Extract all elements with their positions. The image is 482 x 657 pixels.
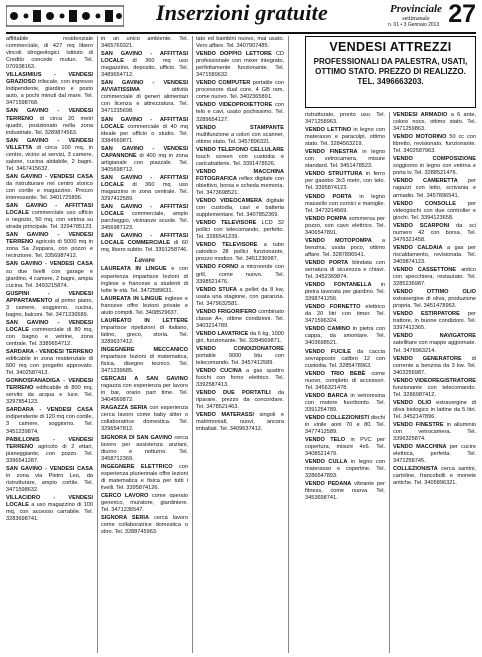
classified-ad xyxy=(393,112,476,133)
classified-ad xyxy=(196,147,284,168)
ad-text: in zona via Pietro Leo, da ristrutturare, ampio cortile. Tel. 3471598632. xyxy=(6,472,93,493)
featured-ad-title: VENDESI ATTREZZI xyxy=(329,40,452,54)
ad-text: a pellet da 8 kw, usata una stagione, con garanzia. Tel. 3479632581. xyxy=(196,286,284,307)
ad-headline: VENDO VIDEOREGISTRATORE xyxy=(393,377,476,384)
header-rule xyxy=(6,32,476,34)
ad-text: commerciale di 40 mq ideale per ufficio o studio. Tel. 3384569871. xyxy=(101,123,188,144)
classified-ad xyxy=(196,80,284,101)
ad-headline: VENDO VIDEOCAMERA xyxy=(196,198,263,205)
classified-ad xyxy=(196,51,284,79)
ad-text: touch screen con custodia e caricabatterie. Tel. 3391478526. xyxy=(196,153,284,167)
ad-text: da ristrutturare nel centro storico con cortile e magazzino. Prezzo interessante. Tel. 3401725896. xyxy=(6,180,93,202)
classified-ad xyxy=(393,156,476,177)
ad-text: singoli e matrimoniali, nuovi, ancora imballati. Tel. 3409637412. xyxy=(196,412,284,433)
classified-ad xyxy=(101,204,188,232)
ad-headline: SAN GAVINO - AFFITTASI LOCALE xyxy=(101,116,188,130)
ad-text: a uso magazzino di 100 mq, con accesso carrabile. Tel. 3283698741. xyxy=(6,502,93,523)
ad-text: a gas quattro fuochi con forno elettrico. Tel. 3392587413. xyxy=(196,368,284,389)
ad-headline: SAN GAVINO - AFFITTASI LOCALE xyxy=(101,204,188,218)
ad-text: in legno con vetrocamera, misure standard. Tel. 3451478523. xyxy=(305,149,385,170)
ad-headline: VENDO LAVATRICE xyxy=(196,330,249,337)
ad-headline: LAUREATO IN LETTERE xyxy=(101,317,188,324)
ad-text: agricolo di 5000 mq in zona Sa Zeppara, con pozzo e recinzione. Tel. 3356987412. xyxy=(6,239,93,260)
ad-text: di 60 mq, libero subito. Tel. 3391258746. xyxy=(101,240,188,254)
ad-headline: VENDO OTTIMO OLIO xyxy=(393,289,476,296)
classified-ad xyxy=(393,400,476,421)
ad-text: vibrante per fitness, come nuova. Tel. 3453698741. xyxy=(305,481,385,502)
classified-ad xyxy=(305,194,385,215)
classified-ad xyxy=(101,296,188,317)
ad-text: in ferro per gazebo 3x3 metri, con telo. Tel. 3395874123. xyxy=(305,171,385,192)
ad-headline: LAUREATA IN LINGUE xyxy=(101,295,163,302)
ad-text: a microonde con grill, come nuovo. Tel. 3398521476. xyxy=(196,264,284,285)
ad-headline: VENDO COMPOSIZIONE xyxy=(393,156,476,163)
classified-ad xyxy=(196,368,284,389)
classified-ad xyxy=(305,415,385,436)
classified-ad xyxy=(393,267,476,288)
ad-headline: SAN GAVINO - VENDESI CASA xyxy=(6,261,93,268)
ad-headline: VENDO PEDANA xyxy=(305,481,352,488)
ad-headline: VENDO TELEVISORE xyxy=(196,242,258,249)
ad-headline: VENDO TELEFONO CELLULARE xyxy=(196,146,284,153)
ad-text: satellitare con mappe aggiornate. Tel. 3478963214. xyxy=(393,340,476,354)
ad-text: di 360 mq uso magazzino in zona centrale. Tel. 3297412589. xyxy=(101,181,188,203)
classified-ad xyxy=(196,331,284,345)
ad-headline: SAN GAVINO - VENDESI CASA xyxy=(6,173,93,180)
classified-ad xyxy=(393,201,476,222)
ad-text: LCD 32 pollici con telecomando, perfetto. Tel. 3286541239. xyxy=(196,220,284,241)
column-divider xyxy=(192,36,193,653)
ad-headline: RAGAZZA SERIA xyxy=(101,405,148,412)
classified-ad xyxy=(305,171,385,192)
classified-ad xyxy=(101,515,188,536)
classified-ad xyxy=(6,437,93,465)
classified-ad xyxy=(393,134,476,155)
page-number: 27 xyxy=(448,0,476,28)
ad-headline: VENDO COMPUTER xyxy=(196,80,251,87)
ad-text: attività commerciale di generi alimentari con licenza e attrezzatura. Tel. 3471235698. xyxy=(101,87,188,115)
classified-ad xyxy=(6,138,93,173)
ad-text: da 6 kg, 1000 giri, funzionante. Tel. 3284569871. xyxy=(196,330,284,344)
ad-text: di circa 100 mq, in centro, vicino ai servizi, 3 camere, salone, cucina abitabile, 2 bagni. Tel. 3467415632. xyxy=(6,144,93,172)
ad-headline: VENDO DUE PORTATILI xyxy=(196,390,271,397)
ad-text: sommersa per pozzo, con cavo elettrico. Tel. 3406547891. xyxy=(305,215,385,236)
classified-ad xyxy=(196,390,284,411)
ad-headline: VENDO LETTINO xyxy=(305,127,352,134)
classified-ad xyxy=(101,175,188,203)
classified-ad xyxy=(6,174,93,202)
classified-ad xyxy=(393,356,476,377)
ad-text: trilocale, con ingresso indipendente, giardino e posto auto, a pochi minuti dal mare. Tel. 3471598768. xyxy=(6,79,93,107)
classified-ad xyxy=(305,216,385,237)
classifieds-column-1 xyxy=(6,36,93,653)
ad-text: di circa 20 metri quadri, posizionato nella zona industriale. Tel. 3289874563. xyxy=(6,115,93,136)
ad-headline: SAN GAVINO - VENDESI CAPANNONE xyxy=(101,145,188,159)
ad-text: come operaio generico, muratore, giardiniere. Tel. 3471236547. xyxy=(101,492,188,513)
classifieds-column-3 xyxy=(196,36,284,653)
classified-ad xyxy=(393,466,476,487)
ad-text: impartisce ripetizioni di italiano, latino, greco, storia. Tel. 3289637412. xyxy=(101,324,188,345)
column-divider xyxy=(288,36,289,653)
classified-ad xyxy=(196,242,284,263)
ad-headline: VENDO DOPPIO LETTORE xyxy=(196,51,272,58)
ad-headline: SAN GAVINO - AFFITTASI LOCALE xyxy=(6,203,93,217)
ad-headline: SAN GAVINO - VENDESI LOCALE xyxy=(6,319,93,333)
ad-headline: VENDO CAMERETTA xyxy=(393,178,458,185)
newspaper-brand xyxy=(390,4,442,24)
classified-ad xyxy=(6,349,93,377)
ad-text: con esperienza cerca lavoro come baby sitter o collaboratrice domestica. Tel. 3296547812. xyxy=(101,405,188,433)
classified-ad xyxy=(196,412,284,433)
classified-ad xyxy=(305,304,385,325)
ad-text: extravergine di oliva biologico in lattine da 5 litri. Tel. 3452147896. xyxy=(393,399,476,420)
ad-headline: SAN GAVINO - VENDESI TERRENO xyxy=(6,108,93,122)
ad-headline: VENDO SCARPONI xyxy=(393,222,450,229)
classified-ad xyxy=(101,376,188,404)
ad-text: in un unico ambiente. Tel. 3465769321. xyxy=(101,36,188,50)
ad-headline: VENDO OLIO xyxy=(393,399,432,406)
classified-ad xyxy=(393,378,476,399)
classified-ad xyxy=(101,405,188,433)
classified-ad xyxy=(6,108,93,136)
ad-headline: VENDO CONSOLLE xyxy=(393,200,456,207)
classified-ad xyxy=(6,466,93,494)
ad-text: edificabile in zona residenziale di 600 mq con progetto approvato. Tel. 3402587413. xyxy=(6,356,93,377)
ad-headline: PABILLONIS - VENDESI TERRENO xyxy=(6,436,93,450)
ad-headline: VENDO MACCHINA xyxy=(393,444,447,451)
ad-text: e con esperienza impartisce lezioni di inglese e francese a studenti di tutte le età. Tel. 3472589631. xyxy=(101,266,188,294)
classified-ad xyxy=(6,36,93,71)
ad-headline: SAN GAVINO - VENDESI VILLETTA xyxy=(6,137,93,151)
classified-ad xyxy=(101,51,188,79)
ad-text: da caccia sovrapposto calibro 12 con custodia. Tel. 3285478963. xyxy=(305,348,385,369)
ad-headline: VILLACIDRO - VENDESI LOCALE xyxy=(6,494,93,508)
ad-text: per trattore, in buone condizioni. Tel. 3397412365. xyxy=(393,311,476,332)
column-divider xyxy=(97,36,98,653)
ad-headline: VENDO FORNO xyxy=(196,264,239,271)
classified-ad xyxy=(101,146,188,174)
ad-headline: GUSPINI - VENDESI APPARTAMENTO xyxy=(6,290,93,304)
classified-ad xyxy=(196,220,284,241)
issue-info: n. 01 • 3 Gennaio 2013 xyxy=(388,22,440,28)
ad-text: a gas per riscaldamento, revisionata. Tel. 3409874123. xyxy=(393,244,476,265)
classified-ad xyxy=(305,481,385,502)
ad-headline: VENDO TELO xyxy=(305,437,346,444)
ad-text: di 400 mq in zona artigianale con piazzale. Tel. 3405698712. xyxy=(101,152,188,173)
ad-text: impartisce lezioni di matematica, fisica, disegno tecnico. Tel. 3471239685. xyxy=(101,354,188,375)
classified-ad xyxy=(393,444,476,465)
classified-ad xyxy=(196,287,284,308)
classified-ad xyxy=(6,407,93,435)
ad-text: con esperienza pluriennale offre lezioni di matematica e fisica per tutti i livelli. Tel. 3395874126. xyxy=(101,463,188,491)
ad-headline: VILLASIMIUS - VENDESI GRAZIOSO xyxy=(6,72,93,86)
ad-text: cerca santini, cartoline, francobolli e monete antiche. Tel. 3405896321. xyxy=(393,466,476,487)
ad-headline: VENDO MOTORINO xyxy=(393,134,447,141)
classified-ad xyxy=(101,464,188,492)
ad-headline: CERCO LAVORO xyxy=(101,492,149,499)
ad-text: CD professionale con mixer integrato, perfettamente funzionante. Tel. 3471589632. xyxy=(196,51,284,79)
ad-headline: SAN GAVINO - AFFITTASI LOCALE COMMERCIALE xyxy=(101,233,188,247)
classified-ad xyxy=(305,459,385,480)
ad-text: come nuovo, completo di accessori. Tel. 3456321478. xyxy=(305,370,385,391)
ad-headline: SAN GAVINO - VENDESI AVVIATISSIMA xyxy=(101,80,188,94)
classified-ad xyxy=(101,347,188,375)
ad-text: a tubo catodico 28 pollici funzionante, prezzo modico. Tel. 3451236987. xyxy=(196,242,284,263)
ad-headline: SAN GAVINO - AFFITTASI LOCALE xyxy=(101,51,188,65)
classified-ad xyxy=(305,282,385,303)
brand-subtitle: settimanale xyxy=(402,16,430,22)
classified-ad xyxy=(393,311,476,332)
classified-ad xyxy=(305,260,385,281)
classified-ad xyxy=(6,261,93,289)
ad-headline: VENDO STRUTTURA xyxy=(305,171,363,178)
ad-headline: SIGNORA DI SAN GAVINO xyxy=(101,434,173,441)
ad-text: inglese e francese offre lezioni private e aiuto compiti. Tel. 3408529637. xyxy=(101,295,188,316)
ad-text: portatile 9000 btu con telecomando. Tel. 3457412589. xyxy=(196,353,284,367)
classified-ad xyxy=(6,378,93,406)
ad-text: combinato classe A+, ottime condizioni. Tel. 3403214789. xyxy=(196,308,284,329)
pattern-banner-icon xyxy=(6,4,124,28)
ad-headline: VENDO ESTIRPATORE xyxy=(393,311,460,318)
classified-ad xyxy=(393,289,476,310)
ad-text: commerciale uso ufficio o negozio, 50 mq, con vetrina su strada principale. Tel. 3294785123. xyxy=(6,210,93,231)
ad-headline: VENDO MOTOPOMPA xyxy=(305,237,372,244)
classified-ad xyxy=(393,333,476,354)
ad-text: a 6 ante, colore noce, ottimo stato. Tel. 3471259863. xyxy=(393,112,476,133)
ad-headline: VENDO STAMPANTE xyxy=(196,124,284,131)
classified-ad xyxy=(6,72,93,107)
ad-text: agricolo di 2 ettari, pianeggiante, con pozzo. Tel. 3396541287. xyxy=(6,443,93,464)
classified-ad xyxy=(196,346,284,367)
ad-text: 50 cc con libretto, revisionato, funzionante. Tel. 3402587963. xyxy=(393,134,476,155)
ad-text: commerciale di 80 mq, con bagno e vetrine, zona centrale. Tel. 3389654712. xyxy=(6,326,93,347)
ad-headline: SAN GAVINO - AFFITTASI LOCALE xyxy=(101,174,188,188)
ad-headline: SARDARA - VENDESI CASA xyxy=(6,407,93,414)
classified-ad xyxy=(393,178,476,199)
ad-headline: VENDESI ARMADIO xyxy=(393,112,448,118)
classified-ad xyxy=(6,320,93,348)
classified-ad xyxy=(101,318,188,346)
ad-text: di corrente a benzina da 3 kw. Tel. 3403256987. xyxy=(393,355,476,376)
ad-headline: VENDO FONTANELLA xyxy=(305,282,372,289)
classified-ad xyxy=(101,233,188,254)
ad-text: indipendente di 120 mq con cortile, 3 camere, soggiorno. Tel. 3451239874. xyxy=(6,414,93,435)
classified-ad xyxy=(196,102,284,123)
ad-text: per videogiochi con due controller e giochi. Tel. 3394123658. xyxy=(393,200,476,221)
ad-headline: VENDO MACCHINA FOTOGRAFICA xyxy=(196,168,284,182)
ad-text: affittabile residenziale commerciale, di 427 mq libero vincoli idrogeologici. Istituto di Credito concede mutuo. Tel. 070938163. xyxy=(6,36,93,71)
ad-headline: SIGNORA SERIA xyxy=(101,515,150,522)
classified-ad xyxy=(101,36,188,50)
ad-text: per cucire elettrica, perfetta. Tel. 3471258745. xyxy=(393,444,476,465)
ad-headline: VENDO TELEVISORE xyxy=(196,220,257,227)
classified-ad xyxy=(101,493,188,514)
ad-text: cerca lavoro per assistenza anziani, diurno e notturno. Tel. 3458712369. xyxy=(101,434,188,462)
classified-ad xyxy=(6,291,93,319)
classified-ad xyxy=(196,309,284,330)
page-header xyxy=(6,2,476,32)
ad-headline: VENDO PORTA xyxy=(305,259,349,266)
classified-ad xyxy=(305,149,385,170)
ad-text: in legno con materasso e paracolpi, ottimo stato. Tel. 3284563219. xyxy=(305,127,385,148)
classified-ad xyxy=(393,422,476,443)
ad-text: antico con specchiera, restaurato. Tel. 3285236987. xyxy=(393,266,476,288)
ad-headline: VENDO FRIGORIFERO xyxy=(196,308,257,315)
ad-text: per ragazzi con letto, scrivania e armadio. Tel. 3457896541. xyxy=(393,178,476,199)
ad-headline: SAN GAVINO - VENDESI CASA xyxy=(6,465,93,472)
ad-headline: VENDO FUCILE xyxy=(305,348,352,355)
ad-text: in legno con materasso e copertine. Tel. 3286547893. xyxy=(305,459,385,480)
column-divider xyxy=(389,112,390,653)
classified-ad xyxy=(6,203,93,231)
ad-headline: VENDO FINESTRE xyxy=(393,421,444,428)
classifieds-column-4 xyxy=(305,112,385,653)
ad-text: dischi in vinile anni 70 e 80. Tel. 3477412589. xyxy=(305,414,385,436)
ad-text: a benzina, usata poco, ottimo affare. Tel. 3287896541. xyxy=(305,237,385,258)
classified-ad xyxy=(196,198,284,219)
ad-headline: INGEGNERE MECCANICO xyxy=(101,346,188,353)
classified-ad xyxy=(196,125,284,146)
category-heading: Lavoro xyxy=(134,256,155,265)
classified-ad xyxy=(6,232,93,260)
ad-text: in alluminio con vetrocamera. Tel. 3396325874. xyxy=(393,421,476,443)
ad-headline: SARDARA - VENDESI TERRENO xyxy=(6,349,93,356)
classified-ad xyxy=(305,326,385,347)
ad-text: extravergine di oliva, produzione propria. Tel. 3451478963. xyxy=(393,296,476,310)
classified-ad xyxy=(6,495,93,523)
classified-ad xyxy=(305,238,385,259)
ad-text: in vetroresina con motore fuoribordo. Tel. 3391254789. xyxy=(305,392,385,413)
ad-text: in pietra con cappa, da smontare. Tel. 3403698521. xyxy=(305,326,385,347)
classified-ad xyxy=(305,112,385,126)
classified-ad xyxy=(101,117,188,145)
ad-headline: VENDO CULLA xyxy=(305,459,348,466)
featured-ad-box xyxy=(305,36,476,108)
ad-text: da sci numero 42 con borsa. Tel. 3476321458. xyxy=(393,222,476,243)
ad-text: ragazza con esperienza per lavoro in bar, orario part time. Tel. 3404569872. xyxy=(101,383,188,404)
ad-headline: VENDO CASSETTONE xyxy=(393,266,457,273)
ad-headline: LAUREATA IN LINGUE xyxy=(101,266,167,273)
classified-ad xyxy=(196,36,284,50)
ad-headline: COLLEZIONISTA xyxy=(393,466,438,473)
ad-headline: VENDO CALDAIA xyxy=(393,244,443,251)
ad-text: con telo e cavi, usato pochissimo. Tel. 3289654127. xyxy=(196,102,284,123)
classified-ad xyxy=(305,393,385,414)
ad-headline: VENDO MATERASSI xyxy=(196,412,254,419)
ad-text: al primo piano, 3 camere, soggiorno, cucina, bagno, balconi. Tel. 3471236589. xyxy=(6,297,93,318)
classified-ad xyxy=(305,349,385,370)
ad-headline: VENDO STUFA xyxy=(196,286,237,293)
classified-ad xyxy=(305,371,385,392)
classified-ad xyxy=(393,245,476,266)
ad-text: su due livelli con garage e giardino, 4 camere, 2 bagni, ampia cucina. Tel. 3493215874. xyxy=(6,268,93,289)
ad-text: reflex digitale con obiettivo, borsa e scheda memoria. Tel. 3473698521. xyxy=(196,175,284,196)
ad-text: digitale con custodia, cavi e batteria supplementare. Tel. 3407852369. xyxy=(196,198,284,219)
ad-text: tato ed bambini nuovo, mai usato. Vero affare. Tel. 3407907485. xyxy=(196,36,284,50)
classified-ad xyxy=(305,437,385,458)
ad-headline: VENDO VIDEOPROIETTORE xyxy=(196,102,273,109)
ad-headline: VENDO CONDIZIONATORE xyxy=(196,345,284,352)
ad-headline: VENDO NAVIGATORE xyxy=(393,333,476,340)
ad-headline: VENDO COLLEZIONISTI xyxy=(305,414,370,421)
ad-headline: VENDO FORNETTO xyxy=(305,304,361,311)
ad-headline: VENDO BARCA xyxy=(305,392,348,399)
ad-text: soggiorno in legno con vetrina e porta tv. Tel. 3288521476. xyxy=(393,163,476,177)
ad-headline: INGEGNERE ELETTRICO xyxy=(101,463,173,470)
ad-headline: SAN GAVINO - VENDESI TERRENO xyxy=(6,232,93,246)
ad-text: multifunzione a colori con scanner, ottimo stato. Tel. 3457896321. xyxy=(196,131,284,145)
ad-text: da riparare, prezzo da concordare. Tel. 3478521463. xyxy=(196,390,284,411)
ad-headline: VENDO CAMINO xyxy=(305,326,351,333)
ad-text: ristrutturato, pronto uso. Tel. 3471258963. xyxy=(305,112,385,126)
classified-ad xyxy=(101,266,188,294)
ad-headline: VENDO FINESTRA xyxy=(305,149,358,156)
ad-headline: VENDO TRIO BEBÈ xyxy=(305,370,366,377)
ad-text: blindata con serratura di sicurezza e chiavi. Tel. 3452369874. xyxy=(305,259,385,281)
ad-text: portatile con processore dual core, 4 GB ram, come nuovo. Tel. 3402365891. xyxy=(196,80,284,101)
ad-text: in legno massello con cornici e maniglie. Tel. 3473214569. xyxy=(305,193,385,214)
ad-text: edificabile di 800 mq, servito da acqua e luce. Tel. 3297854123. xyxy=(6,385,93,406)
ad-headline: VENDO PORTA xyxy=(305,193,352,200)
ad-headline: VENDO CUCINA xyxy=(196,368,242,375)
ad-headline: VENDO GENERATORE xyxy=(393,355,462,362)
ad-headline: VENDO POMPA xyxy=(305,215,347,222)
classified-ad xyxy=(101,80,188,115)
ad-text: funzionante con telecomando. Tel. 3286987412. xyxy=(393,384,476,398)
ad-text: commerciale, ampio parcheggio, vicinanze scuole. Tel. 3456987123. xyxy=(101,211,188,232)
ad-headline: GONNOSFANADIGA - VENDESI TERRENO xyxy=(6,378,93,392)
ad-text: elettrico da 20 litri con timer. Tel. 3471596324. xyxy=(305,304,385,325)
classified-ad xyxy=(196,264,284,285)
classifieds-column-2 xyxy=(101,36,188,653)
ad-text: cerca lavoro come collaboratrice domestica o stiro. Tel. 3288745963. xyxy=(101,515,188,536)
section-title: Inserzioni gratuite xyxy=(156,0,328,25)
brand-name: Provinciale xyxy=(390,3,442,15)
featured-ad-text: PROFESSIONALI DA PALESTRA, USATI, OTTIMO STATO. PREZZO DI REALIZZO. TEL. 3496663203. xyxy=(313,57,468,86)
classified-ad xyxy=(393,223,476,244)
classified-ad xyxy=(196,169,284,197)
ad-text: di 360 mq uso magazzino, deposito, ufficio. Tel. 3489654712. xyxy=(101,58,188,79)
classifieds-column-5 xyxy=(393,112,476,653)
ad-text: in PVC per copertura, misure 4x6. Tel. 3408521479. xyxy=(305,437,385,458)
classified-ad xyxy=(101,435,188,463)
ad-text: in pietra lavorata per giardino. Tel. 3398741256. xyxy=(305,282,385,303)
classified-ad xyxy=(305,127,385,148)
ad-headline: CERCASI A SAN GAVINO xyxy=(101,376,188,383)
